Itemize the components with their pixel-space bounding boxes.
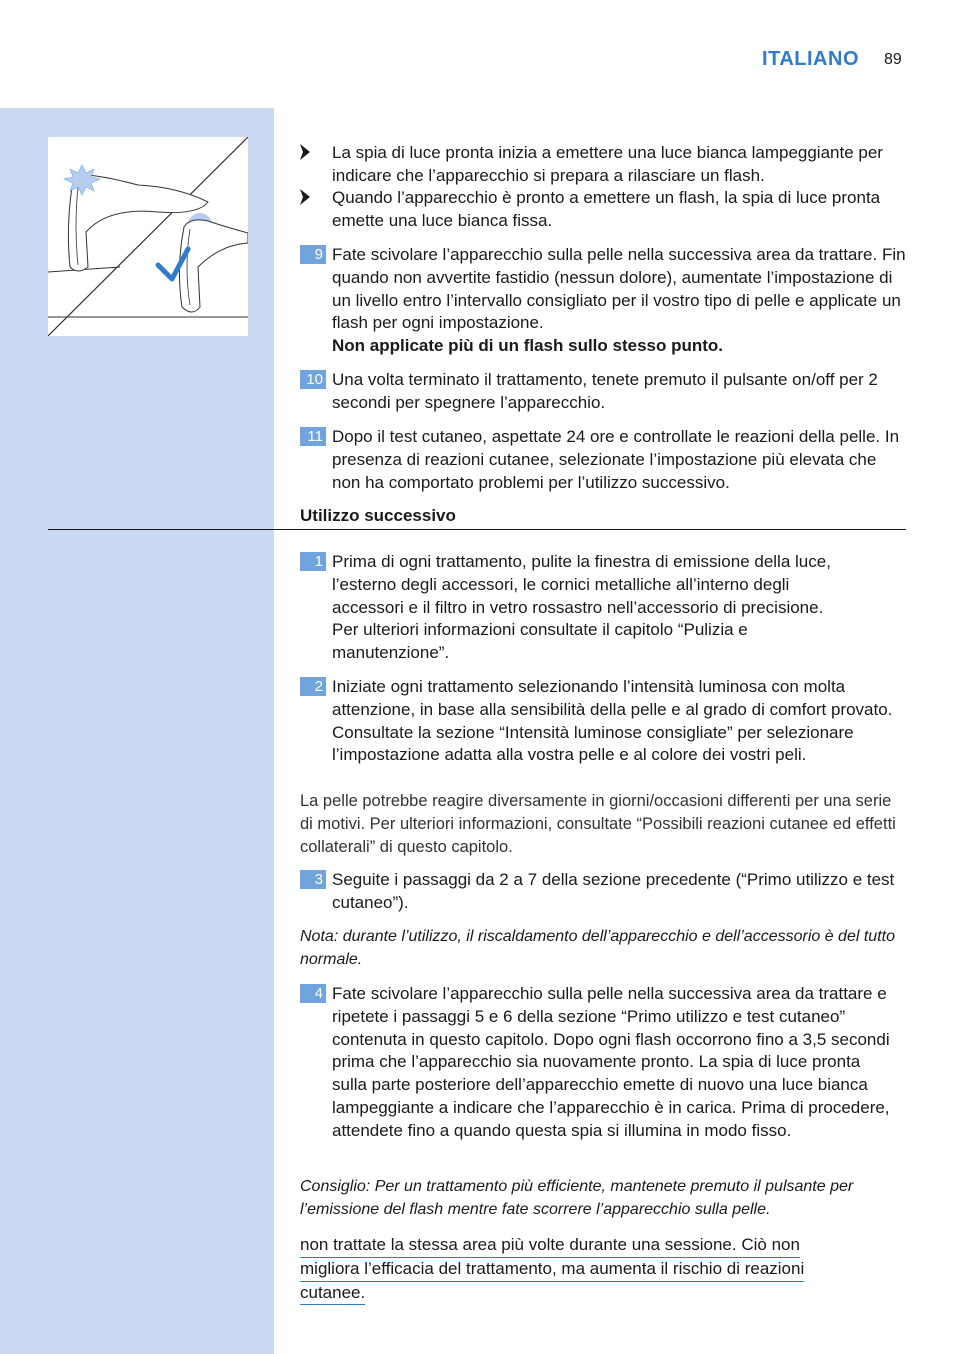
note-italic: Nota: durante l’utilizzo, il riscaldamento dell’apparecchio e dell’accessorio è del tutto normale. <box>300 928 895 968</box>
bullet-icon <box>300 189 310 205</box>
section-divider <box>48 529 906 530</box>
step-item: 10 Una volta terminato il trattamento, tenete premuto il pulsante on/off per 2 secondi per spegnere l’apparecchio. <box>300 369 906 415</box>
step-item: 4 Fate scivolare l’apparecchio sulla pelle nella successiva area da trattare e ripetete i passaggi 5 e 6 della sezione “Primo utilizzo e test cutaneo” contenuta in questo capitolo. Dopo ogni flash occorrono fino a 3,5 secondi prima che l’apparecchio sia nuovamente pronto. La spia di luce pronta sulla parte posteriore dell’apparecchio emette di nuovo una luce bianca lampeggiante a indicare che l’apparecchio è in carica. Prima di procedere, attendete fino a quando questa spia si illumina in modo fisso. <box>300 983 906 1143</box>
step-number-badge: 1 <box>300 552 326 571</box>
step-number-badge: 2 <box>300 677 326 696</box>
tip-italic: Consiglio: Per un trattamento più efficiente, mantenete premuto il pulsante per l’emissione del flash mentre fate scorrere l’apparecchio sulla pelle. <box>300 1178 854 1218</box>
step-item: 1 Prima di ogni trattamento, pulite la finestra di emissione della luce, l’esterno degli accessori, le cornici metalliche all’interno degli accessori e il filtro in vetro rossastro nell’accessorio di precisione. Per ulteriori informazioni consultate il capitolo “Pulizia e manutenzione”. <box>300 551 906 665</box>
bullet-icon <box>300 144 310 160</box>
step-item: 3 Seguite i passaggi da 2 a 7 della sezione precedente (“Primo utilizzo e test cutaneo”). <box>300 869 906 915</box>
step-item: 2 Iniziate ogni trattamento selezionando l’intensità luminosa con molta attenzione, in base alla sensibilità della pelle e al grado di comfort provato. Consultate la sezione “Intensità luminose consigliate” per selezionare l’impostazione adatta alla vostra pelle e al colore dei vostri peli. <box>300 676 906 767</box>
warning-line: migliora l’efficacia del trattamento, ma aumenta il rischio di reazioni <box>300 1258 804 1282</box>
section-heading: Utilizzo successivo <box>300 506 456 525</box>
language-label: ITALIANO <box>762 48 859 70</box>
bullet-item: La spia di luce pronta inizia a emettere una luce bianca lampeggiante per indicare che l’apparecchio si prepara a rilasciare un flash. <box>300 142 906 187</box>
step-number-badge: 9 <box>300 245 326 264</box>
page-number: 89 <box>884 51 902 68</box>
step-number-badge: 3 <box>300 870 326 889</box>
warning-line: non trattate la stessa area più volte durante una sessione. Ciò non <box>300 1234 800 1258</box>
warning-bold-text: Non applicate più di un flash sullo stesso punto. <box>332 336 724 356</box>
bullet-item: Quando l’apparecchio è pronto a emettere un flash, la spia di luce pronta emette una luce bianca fissa. <box>300 187 906 232</box>
warning-line: cutanee. <box>300 1282 365 1306</box>
step-number-badge: 10 <box>300 370 326 389</box>
step-item: 11 Dopo il test cutaneo, aspettate 24 ore e controllate le reazioni della pelle. In presenza di reazioni cutanee, selezionate l’impostazione più elevata che non ha comportato problemi per l’utilizzo successivo. <box>300 426 906 494</box>
warning-text <box>300 1234 906 1305</box>
step-number-badge: 4 <box>300 984 326 1003</box>
step-item: 9 Fate scivolare l’apparecchio sulla pelle nella successiva area da trattare. Fin quando non avvertite fastidio (nessun dolore), aumentate l’impostazione di un livello entro l’intervallo consigliato per il vostro tipo di pelle e applicate un flash per ogni impostazione. Non applicate più di un flash sullo stesso punto. <box>300 244 906 358</box>
device-illustration <box>48 137 248 336</box>
info-paragraph: La pelle potrebbe reagire diversamente in giorni/occasioni differenti per una serie di motivi. Per ulteriori informazioni, consultate “Possibili reazioni cutanee ed effetti collaterali” di questo capitolo. <box>300 792 896 856</box>
step-number-badge: 11 <box>300 427 326 446</box>
